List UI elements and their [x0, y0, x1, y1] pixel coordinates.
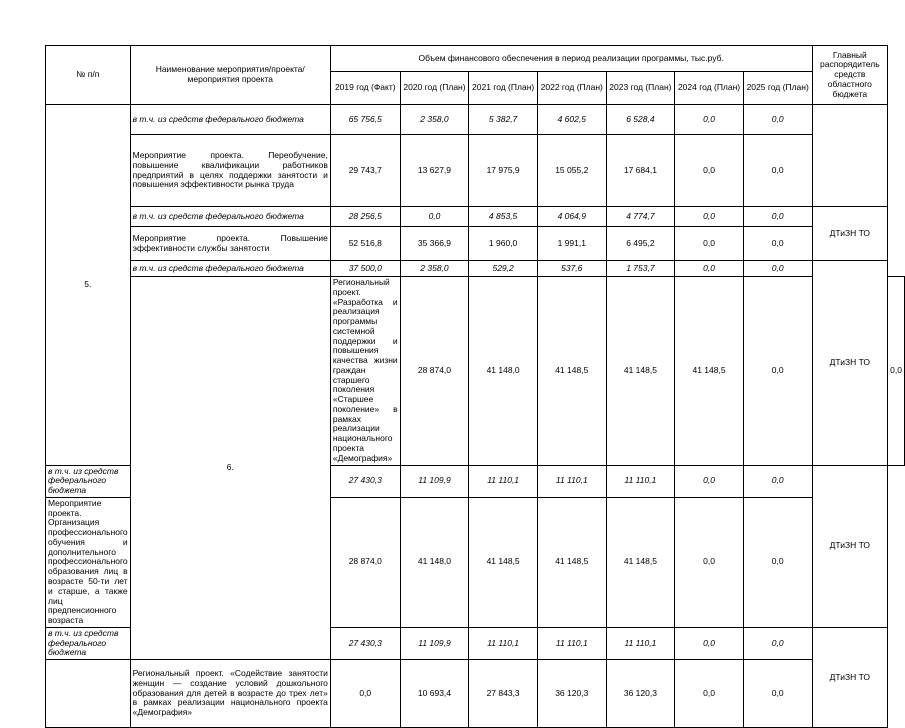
value-cell: 537,6 [537, 261, 606, 277]
value-cell: 1 991,1 [537, 227, 606, 261]
fed-label: в т.ч. из средств федерального бюджета [130, 207, 330, 227]
value-cell: 11 110,1 [537, 627, 606, 659]
value-cell: 28 256,5 [330, 207, 400, 227]
header-num: № п/п [46, 46, 131, 105]
value-cell: 6 495,2 [606, 227, 675, 261]
header-year: 2024 год (План) [675, 72, 744, 105]
value-cell: 41 148,5 [537, 277, 606, 466]
value-cell: 41 148,5 [606, 497, 675, 627]
row-num [46, 660, 131, 728]
header-year: 2019 год (Факт) [330, 72, 400, 105]
value-cell: 27 843,3 [469, 660, 538, 728]
value-cell: 0,0 [675, 135, 744, 207]
header-admin: Главный распорядитель средств областного бюджета [812, 46, 888, 105]
value-cell: 41 148,0 [400, 497, 469, 627]
value-cell: 15 055,2 [537, 135, 606, 207]
value-cell: 4 774,7 [606, 207, 675, 227]
value-cell: 28 874,0 [330, 497, 400, 627]
value-cell: 0,0 [743, 497, 812, 627]
value-cell: 0,0 [675, 207, 744, 227]
value-cell: 1 960,0 [469, 227, 538, 261]
value-cell: 27 430,3 [330, 627, 400, 659]
value-cell: 0,0 [330, 660, 400, 728]
value-cell: 0,0 [675, 105, 744, 135]
value-cell: 5 382,7 [469, 105, 538, 135]
admin-cell: ДТиЗН ТО [812, 627, 888, 727]
value-cell: 0,0 [675, 465, 744, 497]
value-cell: 0,0 [743, 627, 812, 659]
admin-cell: ДТиЗН ТО [812, 207, 888, 261]
value-cell: 36 120,3 [537, 660, 606, 728]
value-cell: 36 120,3 [606, 660, 675, 728]
admin-cell [812, 105, 888, 207]
fed-label: в т.ч. из средств федерального бюджета [46, 465, 131, 497]
value-cell: 11 109,9 [400, 465, 469, 497]
value-cell: 2 358,0 [400, 105, 469, 135]
header-year: 2021 год (План) [469, 72, 538, 105]
value-cell: 0,0 [675, 627, 744, 659]
value-cell: 52 516,8 [330, 227, 400, 261]
value-cell: 4 064,9 [537, 207, 606, 227]
value-cell: 41 148,5 [469, 497, 538, 627]
project-name: Региональный проект. «Разработка и реализация программы системной поддержки и повышения качества жизни граждан старшего поколения «Старшее поколение» в рамках реализации национального проекта «Демография» [330, 277, 400, 466]
value-cell: 11 110,1 [606, 627, 675, 659]
admin-cell: ДТиЗН ТО [812, 465, 888, 627]
measure-name: Мероприятие проекта. Организация профессионального обучения и дополнительного профессионального образования лиц в возрасте 50-ти лет и старше, а также лиц предпенсионного возраста [46, 497, 131, 627]
value-cell: 41 148,0 [469, 277, 538, 466]
value-cell: 0,0 [743, 261, 812, 277]
value-cell: 0,0 [743, 227, 812, 261]
value-cell: 41 148,5 [606, 277, 675, 466]
value-cell: 37 500,0 [330, 261, 400, 277]
measure-name: Мероприятие проекта. Повышение эффективности службы занятости [130, 227, 330, 261]
value-cell: 4 602,5 [537, 105, 606, 135]
value-cell: 0,0 [743, 135, 812, 207]
value-cell: 13 627,9 [400, 135, 469, 207]
value-cell: 0,0 [743, 105, 812, 135]
value-cell: 2 358,0 [400, 261, 469, 277]
value-cell: 4 853,5 [469, 207, 538, 227]
fed-label: в т.ч. из средств федерального бюджета [130, 105, 330, 135]
value-cell: 0,0 [675, 227, 744, 261]
header-year: 2020 год (План) [400, 72, 469, 105]
value-cell: 65 756,5 [330, 105, 400, 135]
row-num: 5. [46, 105, 131, 466]
fed-label: в т.ч. из средств федерального бюджета [46, 627, 131, 659]
value-cell: 0,0 [888, 277, 905, 466]
value-cell: 1 753,7 [606, 261, 675, 277]
admin-cell: ДТиЗН ТО [812, 261, 888, 466]
row-num: 6. [130, 277, 330, 660]
value-cell: 0,0 [743, 277, 812, 466]
value-cell: 0,0 [743, 465, 812, 497]
header-year: 2025 год (План) [743, 72, 812, 105]
value-cell: 27 430,3 [330, 465, 400, 497]
fed-label: в т.ч. из средств федерального бюджета [130, 261, 330, 277]
value-cell: 29 743,7 [330, 135, 400, 207]
value-cell: 529,2 [469, 261, 538, 277]
value-cell: 10 693,4 [400, 660, 469, 728]
value-cell: 11 110,1 [469, 465, 538, 497]
value-cell: 28 874,0 [400, 277, 469, 466]
header-year: 2022 год (План) [537, 72, 606, 105]
project-name: Региональный проект. «Содействие занятости женщин — создание условий дошкольного образования для детей в возрасте до трех лет» в рамках реализации национального проекта «Демография» [130, 660, 330, 728]
header-group: Объем финансового обеспечения в период реализации программы, тыс.руб. [330, 46, 812, 72]
value-cell: 0,0 [675, 660, 744, 728]
value-cell: 11 110,1 [469, 627, 538, 659]
value-cell: 0,0 [675, 497, 744, 627]
value-cell: 41 148,5 [675, 277, 744, 466]
header-year: 2023 год (План) [606, 72, 675, 105]
value-cell: 0,0 [675, 261, 744, 277]
measure-name: Мероприятие проекта. Переобучение, повышение квалификации работников предприятий в целях поддержки занятости и повышения эффективности рынка труда [130, 135, 330, 207]
value-cell: 17 684,1 [606, 135, 675, 207]
value-cell: 0,0 [743, 207, 812, 227]
finance-table [45, 45, 905, 728]
value-cell: 11 109,9 [400, 627, 469, 659]
value-cell: 11 110,1 [537, 465, 606, 497]
value-cell: 35 366,9 [400, 227, 469, 261]
value-cell: 11 110,1 [606, 465, 675, 497]
value-cell: 0,0 [400, 207, 469, 227]
value-cell: 17 975,9 [469, 135, 538, 207]
value-cell: 41 148,5 [537, 497, 606, 627]
value-cell: 0,0 [743, 660, 812, 728]
value-cell: 6 528,4 [606, 105, 675, 135]
header-name: Наименование мероприятия/проекта/мероприятия проекта [130, 46, 330, 105]
